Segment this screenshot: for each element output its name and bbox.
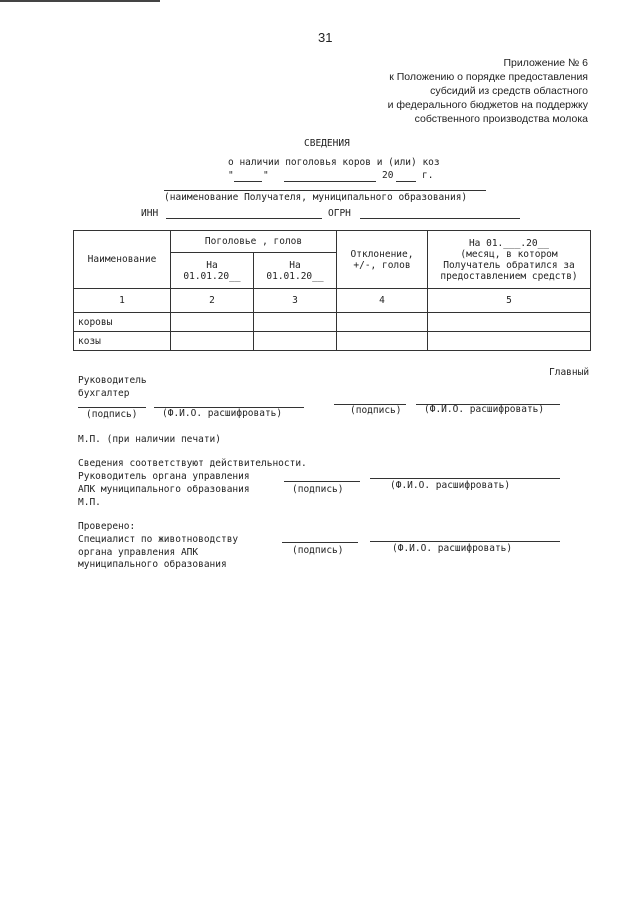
header-herd-b: На 01.01.20__ [254, 253, 337, 289]
agency-stamp: М.П. [78, 497, 101, 508]
page-number: 31 [318, 30, 333, 45]
inn-label: ИНН [141, 208, 159, 219]
column-number: 5 [428, 289, 591, 313]
row-label-cows: коровы [74, 313, 171, 332]
header-herd: Поголовье , голов [171, 231, 337, 253]
agency-signature-caption: (подпись) [292, 484, 344, 495]
header-current: На 01.___.20__ (месяц, в котором Получатель обратился за предоставлением средств) [428, 231, 591, 289]
chief-label-2: бухгалтер [78, 388, 130, 399]
ogrn-label: ОГРН [328, 208, 351, 219]
chief-signature-caption: (подпись) [350, 405, 402, 416]
appendix-line: собственного производства молока [414, 113, 588, 125]
header-name: Наименование [74, 231, 171, 289]
row-label-goats: козы [74, 332, 171, 351]
table-cell[interactable] [337, 332, 428, 351]
specialist-2: органа управления АПК [78, 547, 199, 558]
specialist-signature-line[interactable] [282, 542, 358, 543]
table-cell[interactable] [254, 313, 337, 332]
top-rule [0, 0, 160, 2]
agency-signature-line[interactable] [284, 481, 360, 482]
specialist-3: муниципального образования [78, 559, 227, 570]
header-deviation: Отклонение, +/-, голов [337, 231, 428, 289]
table-cell[interactable] [254, 332, 337, 351]
date-quote-close: " [263, 170, 269, 181]
column-number: 1 [74, 289, 171, 313]
specialist-1: Специалист по животноводству [78, 534, 239, 545]
column-number: 2 [171, 289, 254, 313]
head-signature-line[interactable] [78, 407, 146, 408]
table-row [74, 313, 591, 332]
agency-fio-caption: (Ф.И.О. расшифровать) [390, 480, 511, 491]
date-month-blank[interactable] [284, 181, 376, 182]
appendix-line: к Положению о порядке предоставления [389, 71, 588, 83]
inn-blank[interactable] [166, 218, 322, 219]
ogrn-blank[interactable] [360, 218, 520, 219]
date-year-prefix: 20 [382, 170, 394, 181]
specialist-fio-caption: (Ф.И.О. расшифровать) [392, 543, 513, 554]
chief-label-1: Главный [549, 367, 590, 378]
appendix-header [328, 56, 588, 126]
agency-head-1: Руководитель органа управления [78, 471, 250, 482]
table-row [74, 332, 591, 351]
head-fio-caption: (Ф.И.О. расшифровать) [162, 408, 283, 419]
specialist-signature-caption: (подпись) [292, 545, 344, 556]
appendix-line: субсидий из средств областного [430, 85, 588, 97]
date-day-blank[interactable] [234, 181, 262, 182]
recipient-caption: (наименование Получателя, муниципального образования) [164, 192, 468, 203]
document-subtitle: о наличии поголовья коров и (или) коз [228, 157, 440, 168]
agency-head-2: АПК муниципального образования [78, 484, 250, 495]
table-cell[interactable] [171, 313, 254, 332]
table-cell[interactable] [428, 332, 591, 351]
livestock-table [73, 230, 591, 351]
appendix-line: Приложение № 6 [503, 57, 588, 69]
table-cell[interactable] [337, 313, 428, 332]
header-herd-a: На 01.01.20__ [171, 253, 254, 289]
table-cell[interactable] [428, 313, 591, 332]
table-cell[interactable] [171, 332, 254, 351]
date-quote-open: " [228, 170, 234, 181]
head-signature-caption: (подпись) [86, 409, 138, 420]
checked-label: Проверено: [78, 521, 136, 532]
head-label: Руководитель [78, 375, 147, 386]
confirm-text: Сведения соответствуют действительности. [78, 458, 307, 469]
stamp-note: М.П. (при наличии печати) [78, 434, 221, 445]
document-title: СВЕДЕНИЯ [304, 138, 350, 149]
recipient-name-blank[interactable] [164, 190, 486, 191]
chief-fio-caption: (Ф.И.О. расшифровать) [424, 404, 545, 415]
agency-fio-line[interactable] [370, 478, 560, 479]
appendix-line: и федерального бюджетов на поддержку [387, 99, 588, 111]
column-number: 3 [254, 289, 337, 313]
date-year-suffix: г. [422, 170, 434, 181]
date-year-blank[interactable] [396, 181, 416, 182]
specialist-fio-line[interactable] [370, 541, 560, 542]
column-number: 4 [337, 289, 428, 313]
